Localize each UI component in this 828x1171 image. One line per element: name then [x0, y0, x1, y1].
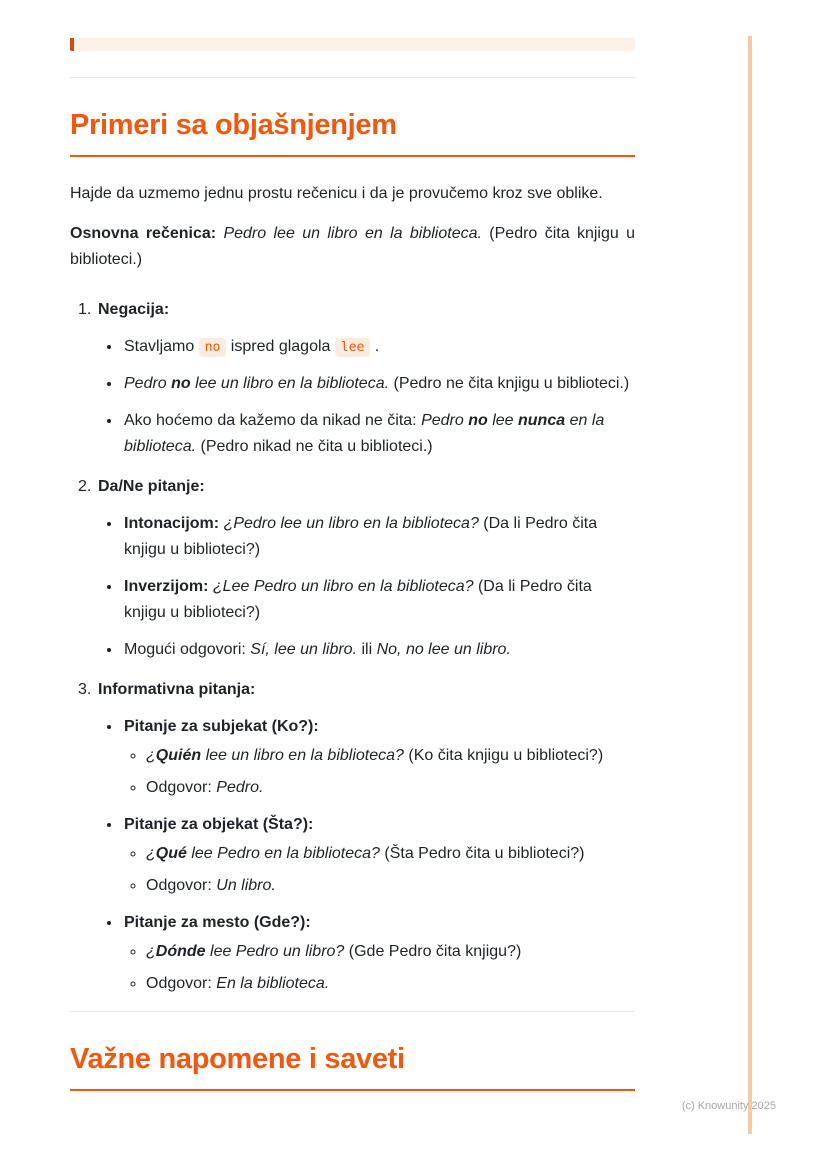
bullet-item	[122, 511, 635, 563]
text-segment: .	[370, 337, 380, 355]
negacija-bullet-list	[102, 334, 635, 460]
text-segment: Un libro.	[216, 876, 276, 894]
text-segment: nunca	[518, 411, 566, 429]
text-segment: Pedro	[421, 411, 469, 429]
intro-paragraph	[70, 181, 635, 207]
bullet-item	[122, 574, 635, 626]
sub-bullet-item	[146, 873, 635, 899]
bullet-item	[122, 408, 635, 460]
text-segment: (Da li Pedro čita knjigu u biblioteci?)	[124, 577, 592, 621]
sub-question-head	[124, 910, 635, 936]
text-segment: No, no lee un libro.	[376, 640, 511, 658]
sub-bullet-list	[124, 841, 635, 899]
text-segment: Mogući odgovori:	[124, 640, 251, 658]
bullet-item	[122, 334, 635, 360]
heading-vazne-napomene: Važne napomene i saveti	[70, 1042, 635, 1091]
bottom-divider	[70, 1011, 635, 1012]
text-segment: no	[468, 411, 488, 429]
text-segment: En la biblioteca.	[216, 974, 330, 992]
sub-bullet-item	[146, 775, 635, 801]
text-segment: Pedro lee un libro en la biblioteca.	[223, 224, 482, 242]
text-segment: no	[171, 374, 191, 392]
heading-primeri-sa-objasnjenjem: Primeri sa objašnjenjem	[70, 108, 635, 157]
text-segment: (Šta Pedro čita u biblioteci?)	[379, 844, 585, 862]
text-segment: Pitanje za subjekat (Ko?):	[124, 717, 319, 735]
text-segment: Odgovor:	[146, 778, 217, 796]
text-segment: Sí, lee un libro.	[250, 640, 358, 658]
text-segment: Pedro	[124, 374, 172, 392]
text-segment: Quién	[155, 746, 202, 764]
text-segment: lee Pedro un libro?	[205, 942, 345, 960]
text-segment: Hajde da uzmemo jednu prostu rečenicu i da je provučemo kroz sve oblike.	[70, 184, 603, 202]
sub-bullet-item	[146, 743, 635, 769]
text-segment: ¿	[146, 942, 156, 960]
footer-copyright: (c) Knowunity 2025	[681, 1100, 776, 1112]
text-segment: (Pedro nikad ne čita u biblioteci.)	[196, 437, 433, 455]
text-segment: Odgovor:	[146, 876, 217, 894]
text-segment: ¿	[146, 746, 156, 764]
text-segment: Stavljamo	[124, 337, 199, 355]
top-divider	[70, 77, 635, 78]
bullet-group-objekat	[122, 812, 635, 899]
text-segment: ¿Lee Pedro un libro en la biblioteca?	[212, 577, 474, 595]
page-edge-line	[748, 36, 752, 1134]
list-item-number: 1.	[78, 300, 92, 318]
text-segment: (Da li Pedro čita knjigu u biblioteci?)	[124, 514, 598, 558]
text-segment: Intonacijom:	[124, 514, 224, 532]
list-item-title	[98, 474, 205, 500]
text-segment: (Gde Pedro čita knjigu?)	[344, 942, 522, 960]
text-segment: en la biblioteca.	[124, 411, 605, 455]
text-segment: Ako hoćemo da kažemo da nikad ne čita:	[124, 411, 422, 429]
text-segment: Inverzijom:	[124, 577, 213, 595]
ordered-item-negacija	[78, 297, 635, 460]
text-segment: Informativna pitanja:	[98, 680, 256, 698]
list-item-title	[98, 297, 169, 323]
text-segment: Pitanje za mesto (Gde?):	[124, 913, 311, 931]
callout-remnant	[70, 38, 635, 51]
examples-ordered-list	[70, 297, 635, 997]
text-segment: lee	[487, 411, 518, 429]
ordered-item-head	[78, 474, 635, 500]
text-segment: Pedro.	[216, 778, 264, 796]
sub-bullet-item	[146, 939, 635, 965]
ordered-item-head	[78, 297, 635, 323]
informativna-bullet-list	[102, 714, 635, 997]
list-item-number: 3.	[78, 680, 92, 698]
text-segment: ¿	[146, 844, 156, 862]
ordered-item-informativna-pitanja	[78, 677, 635, 997]
text-segment: Da/Ne pitanje:	[98, 477, 205, 495]
base-sentence-paragraph	[70, 221, 635, 273]
inline-code: lee	[335, 338, 370, 357]
text-segment: ¿Pedro lee un libro en la biblioteca?	[223, 514, 479, 532]
bullet-group-mesto	[122, 910, 635, 997]
dane-bullet-list	[102, 511, 635, 663]
bullet-group-subjekat	[122, 714, 635, 801]
text-segment: ili	[357, 640, 377, 658]
inline-code: no	[199, 338, 227, 357]
text-segment: Pitanje za objekat (Šta?):	[124, 815, 314, 833]
bullet-item	[122, 371, 635, 397]
list-item-number: 2.	[78, 477, 92, 495]
sub-question-head	[124, 812, 635, 838]
ordered-item-head	[78, 677, 635, 703]
sub-bullet-list	[124, 939, 635, 997]
text-segment: (Ko čita knjigu u biblioteci?)	[403, 746, 604, 764]
text-segment: ispred glagola	[226, 337, 335, 355]
text-segment: (Pedro čita knjigu u biblioteci.)	[70, 224, 635, 268]
sub-question-head	[124, 714, 635, 740]
text-segment: lee un libro en la biblioteca.	[190, 374, 390, 392]
sub-bullet-item	[146, 841, 635, 867]
text-segment: Qué	[155, 844, 187, 862]
text-segment: (Pedro ne čita knjigu u biblioteci.)	[389, 374, 630, 392]
text-segment: lee Pedro en la biblioteca?	[186, 844, 380, 862]
document-content	[70, 0, 635, 1091]
text-segment: lee un libro en la biblioteca?	[201, 746, 404, 764]
sub-bullet-list	[124, 743, 635, 801]
list-item-title	[98, 677, 255, 703]
text-segment: Odgovor:	[146, 974, 217, 992]
text-segment: Osnovna rečenica:	[70, 224, 224, 242]
sub-bullet-item	[146, 971, 635, 997]
bullet-item	[122, 637, 635, 663]
ordered-item-dane-pitanje	[78, 474, 635, 663]
text-segment: Dónde	[155, 942, 206, 960]
text-segment: Negacija:	[98, 300, 170, 318]
